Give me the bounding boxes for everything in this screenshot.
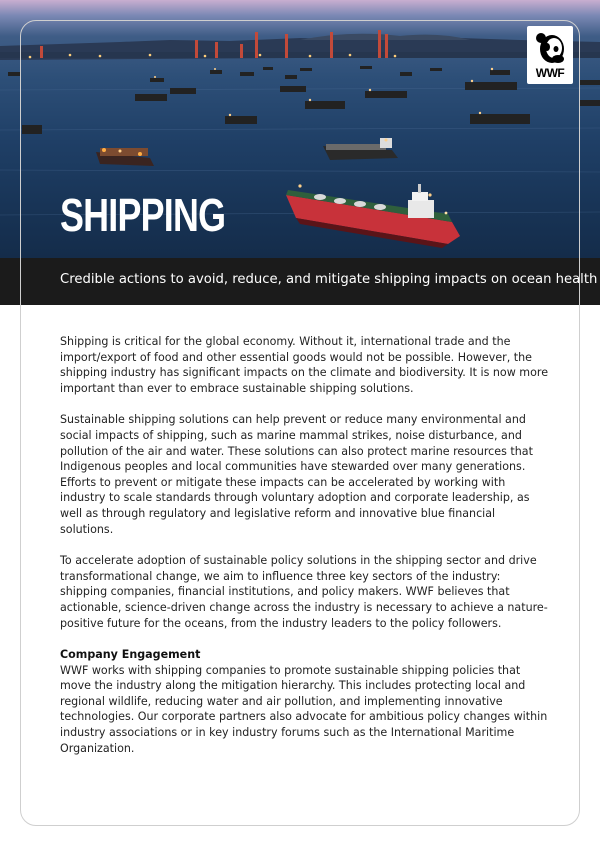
paragraph-company-engagement: WWF works with shipping companies to promote sustainable shipping policies that move the industry along the mitigation hierarchy. This includes protecting local and regional wildlife, reducing water and air pollution, and implementing innovative technologies. Our corporate partners also advocate for ambitious policy changes within industry associations or in key industry forums such as the International Maritime Organization. [60,663,548,755]
wwf-logo [527,26,573,84]
body-content [60,334,550,772]
page-title: SHIPPING [60,189,226,241]
paragraph-strategy: To accelerate adoption of sustainable policy solutions in the shipping sector and drive transformational change, we aim to influence three key sectors of the industry: shipping companies, financial institutions, and policy makers. WWF believes that actionable, science-driven change across the industry is necessary to achieve a nature-positive future for the oceans, from the industry leaders to the policy followers. [60,554,548,630]
panda-icon [534,31,566,65]
section-heading-company-engagement: Company Engagement [60,648,201,662]
page-subtitle: Credible actions to avoid, reduce, and mitigate shipping impacts on ocean health [60,272,598,287]
wwf-logo-text: WWF [535,66,565,80]
subtitle-bar [0,258,600,305]
paragraph-intro: Shipping is critical for the global economy. Without it, international trade and the import/export of food and other essential goods would not be possible. However, the shipping industry has significant impacts on the climate and biodiversity. It is now more important than ever to embrace sustainable shipping solutions. [60,335,549,395]
paragraph-solutions: Sustainable shipping solutions can help prevent or reduce many environmental and social impacts of shipping, such as marine mammal strikes, noise disturbance, and pollution of the air and water. These solutions can also protect marine resources that Indigenous peoples and local communities have stewarded over many generations. Efforts to prevent or mitigate these impacts can be accelerated by working with industry to scale standards through voluntary adoption and corporate leadership, as well as through regulatory and legislative reform and innovative blue financial solutions. [60,413,533,536]
hero-image [0,0,600,258]
